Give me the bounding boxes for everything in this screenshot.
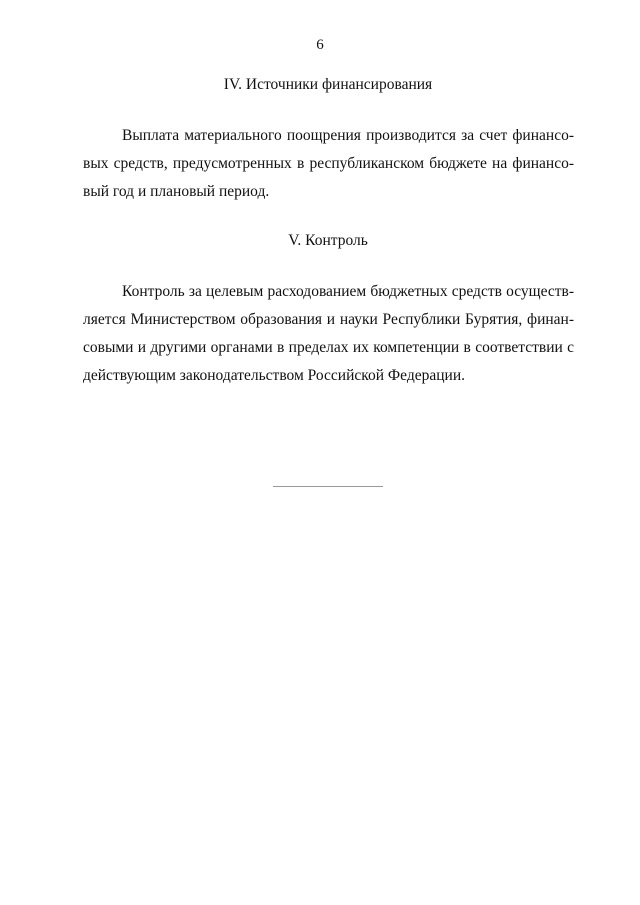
paragraph-line: действующим законодательством Российской Федерации. [83, 367, 466, 384]
page-number: 6 [316, 37, 324, 53]
paragraph-financing [83, 122, 574, 206]
paragraph-line: совыми и другими органами в пределах их компетенции в соответствии с [83, 339, 574, 356]
paragraph-line: Контроль за целевым расходованием бюджетных средств осуществ- [122, 283, 574, 300]
section-heading-control: V. Контроль [288, 232, 368, 249]
paragraph-line: Выплата материального поощрения производится за счет финансо- [122, 127, 574, 144]
end-of-document-rule [273, 486, 383, 487]
section-heading-financing: IV. Источники финансирования [223, 76, 433, 93]
paragraph-line: вых средств, предусмотренных в республиканском бюджете на финансо- [83, 155, 574, 172]
paragraph-line: вый год и плановый период. [83, 183, 270, 200]
paragraph-control [83, 278, 574, 390]
paragraph-line: ляется Министерством образования и науки Республики Бурятия, финан- [83, 311, 574, 328]
